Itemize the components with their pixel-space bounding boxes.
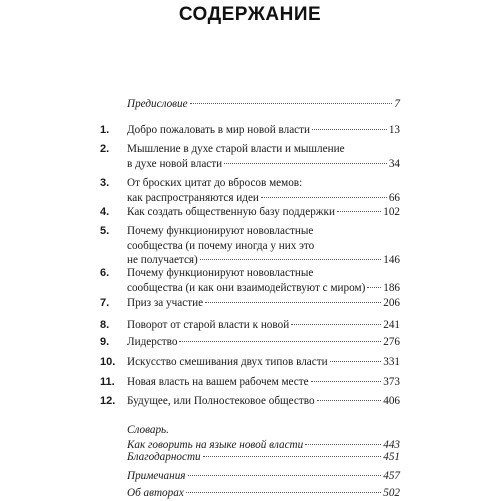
- page-number: 146: [383, 254, 400, 266]
- page-number: 373: [383, 376, 400, 388]
- entry-title: Добро пожаловать в мир новой власти: [127, 124, 310, 136]
- leader-dots: [305, 444, 381, 445]
- leader-dots: [311, 381, 382, 382]
- entry-title: Об авторах: [127, 487, 184, 499]
- chapter-number: 12.: [100, 395, 116, 407]
- page-number: 66: [388, 191, 400, 204]
- entry-title-line: Словарь.: [127, 424, 169, 436]
- page-number: 406: [383, 395, 400, 407]
- chapter-number: 5.: [100, 225, 110, 237]
- entry-title-line: Мышление в духе старой власти и мышление: [127, 143, 345, 155]
- leader-dots: [291, 324, 381, 325]
- entry-title: Будущее, или Полностековое общество: [127, 395, 315, 407]
- page-title: СОДЕРЖАНИЕ: [178, 4, 322, 25]
- leader-dots: [312, 129, 387, 130]
- entry-title-line: сообщества (и как они взаимодействуют с миром): [127, 281, 366, 294]
- page-number: 502: [383, 487, 400, 499]
- chapter-number: 8.: [100, 319, 110, 331]
- entry-title-line: Почему функционируют нововластные: [127, 267, 314, 279]
- entry-title: Предисловие: [127, 98, 188, 110]
- page-number: 206: [383, 297, 400, 309]
- leader-dots: [330, 361, 382, 362]
- chapter-number: 10.: [100, 356, 116, 368]
- page-number: 186: [383, 281, 400, 294]
- entry-title-line: От броских цитат до вбросов мемов:: [127, 177, 303, 189]
- chapter-number: 3.: [100, 177, 110, 189]
- chapter-number: 4.: [100, 206, 110, 218]
- chapter-number: 9.: [100, 336, 110, 348]
- page-number: 457: [383, 470, 400, 482]
- entry-title: Новая власть на вашем рабочем месте: [127, 376, 309, 388]
- page-number: 13: [388, 124, 400, 136]
- page-number: 34: [388, 157, 400, 170]
- entry-title-line: сообщества (и почему иногда у них это: [127, 239, 315, 252]
- chapter-number: 7.: [100, 297, 110, 309]
- leader-dots: [224, 163, 387, 164]
- entry-title: Как создать общественную базу поддержки: [127, 206, 335, 218]
- leader-dots: [188, 475, 382, 476]
- leader-dots: [337, 211, 381, 212]
- entry-title-line: Как говорить на языке новой власти: [127, 438, 304, 451]
- leader-dots: [200, 259, 381, 260]
- page-number: 331: [383, 356, 400, 368]
- leader-dots: [261, 197, 387, 198]
- entry-title-line: как распространяются идеи: [127, 191, 259, 204]
- page-number: 443: [383, 438, 400, 451]
- entry-title: Искусство смешивания двух типов власти: [127, 356, 328, 368]
- entry-title-line: не получается): [127, 254, 198, 266]
- leader-dots: [317, 400, 382, 401]
- entry-title: Благодарности: [127, 451, 201, 463]
- page-number: 276: [383, 336, 400, 348]
- page-number: 241: [383, 319, 400, 331]
- entry-title: Лидерство: [127, 336, 178, 348]
- page-number: 102: [383, 206, 400, 218]
- entry-title-line: Почему функционируют нововластные: [127, 225, 314, 237]
- leader-dots: [179, 341, 381, 342]
- chapter-number: 1.: [100, 124, 110, 136]
- leader-dots: [190, 103, 393, 104]
- chapter-number: 11.: [100, 376, 115, 388]
- chapter-number: 2.: [100, 143, 110, 155]
- entry-title-line: в духе новой власти: [127, 157, 223, 170]
- page-number: 7: [394, 98, 400, 110]
- leader-dots: [205, 302, 381, 303]
- entry-title: Приз за участие: [127, 297, 204, 309]
- chapter-number: 6.: [100, 267, 110, 279]
- entry-title: Примечания: [127, 470, 186, 482]
- leader-dots: [186, 492, 381, 493]
- leader-dots: [203, 456, 382, 457]
- page-number: 451: [383, 451, 400, 463]
- leader-dots: [367, 287, 381, 288]
- entry-title: Поворот от старой власти к новой: [127, 319, 290, 331]
